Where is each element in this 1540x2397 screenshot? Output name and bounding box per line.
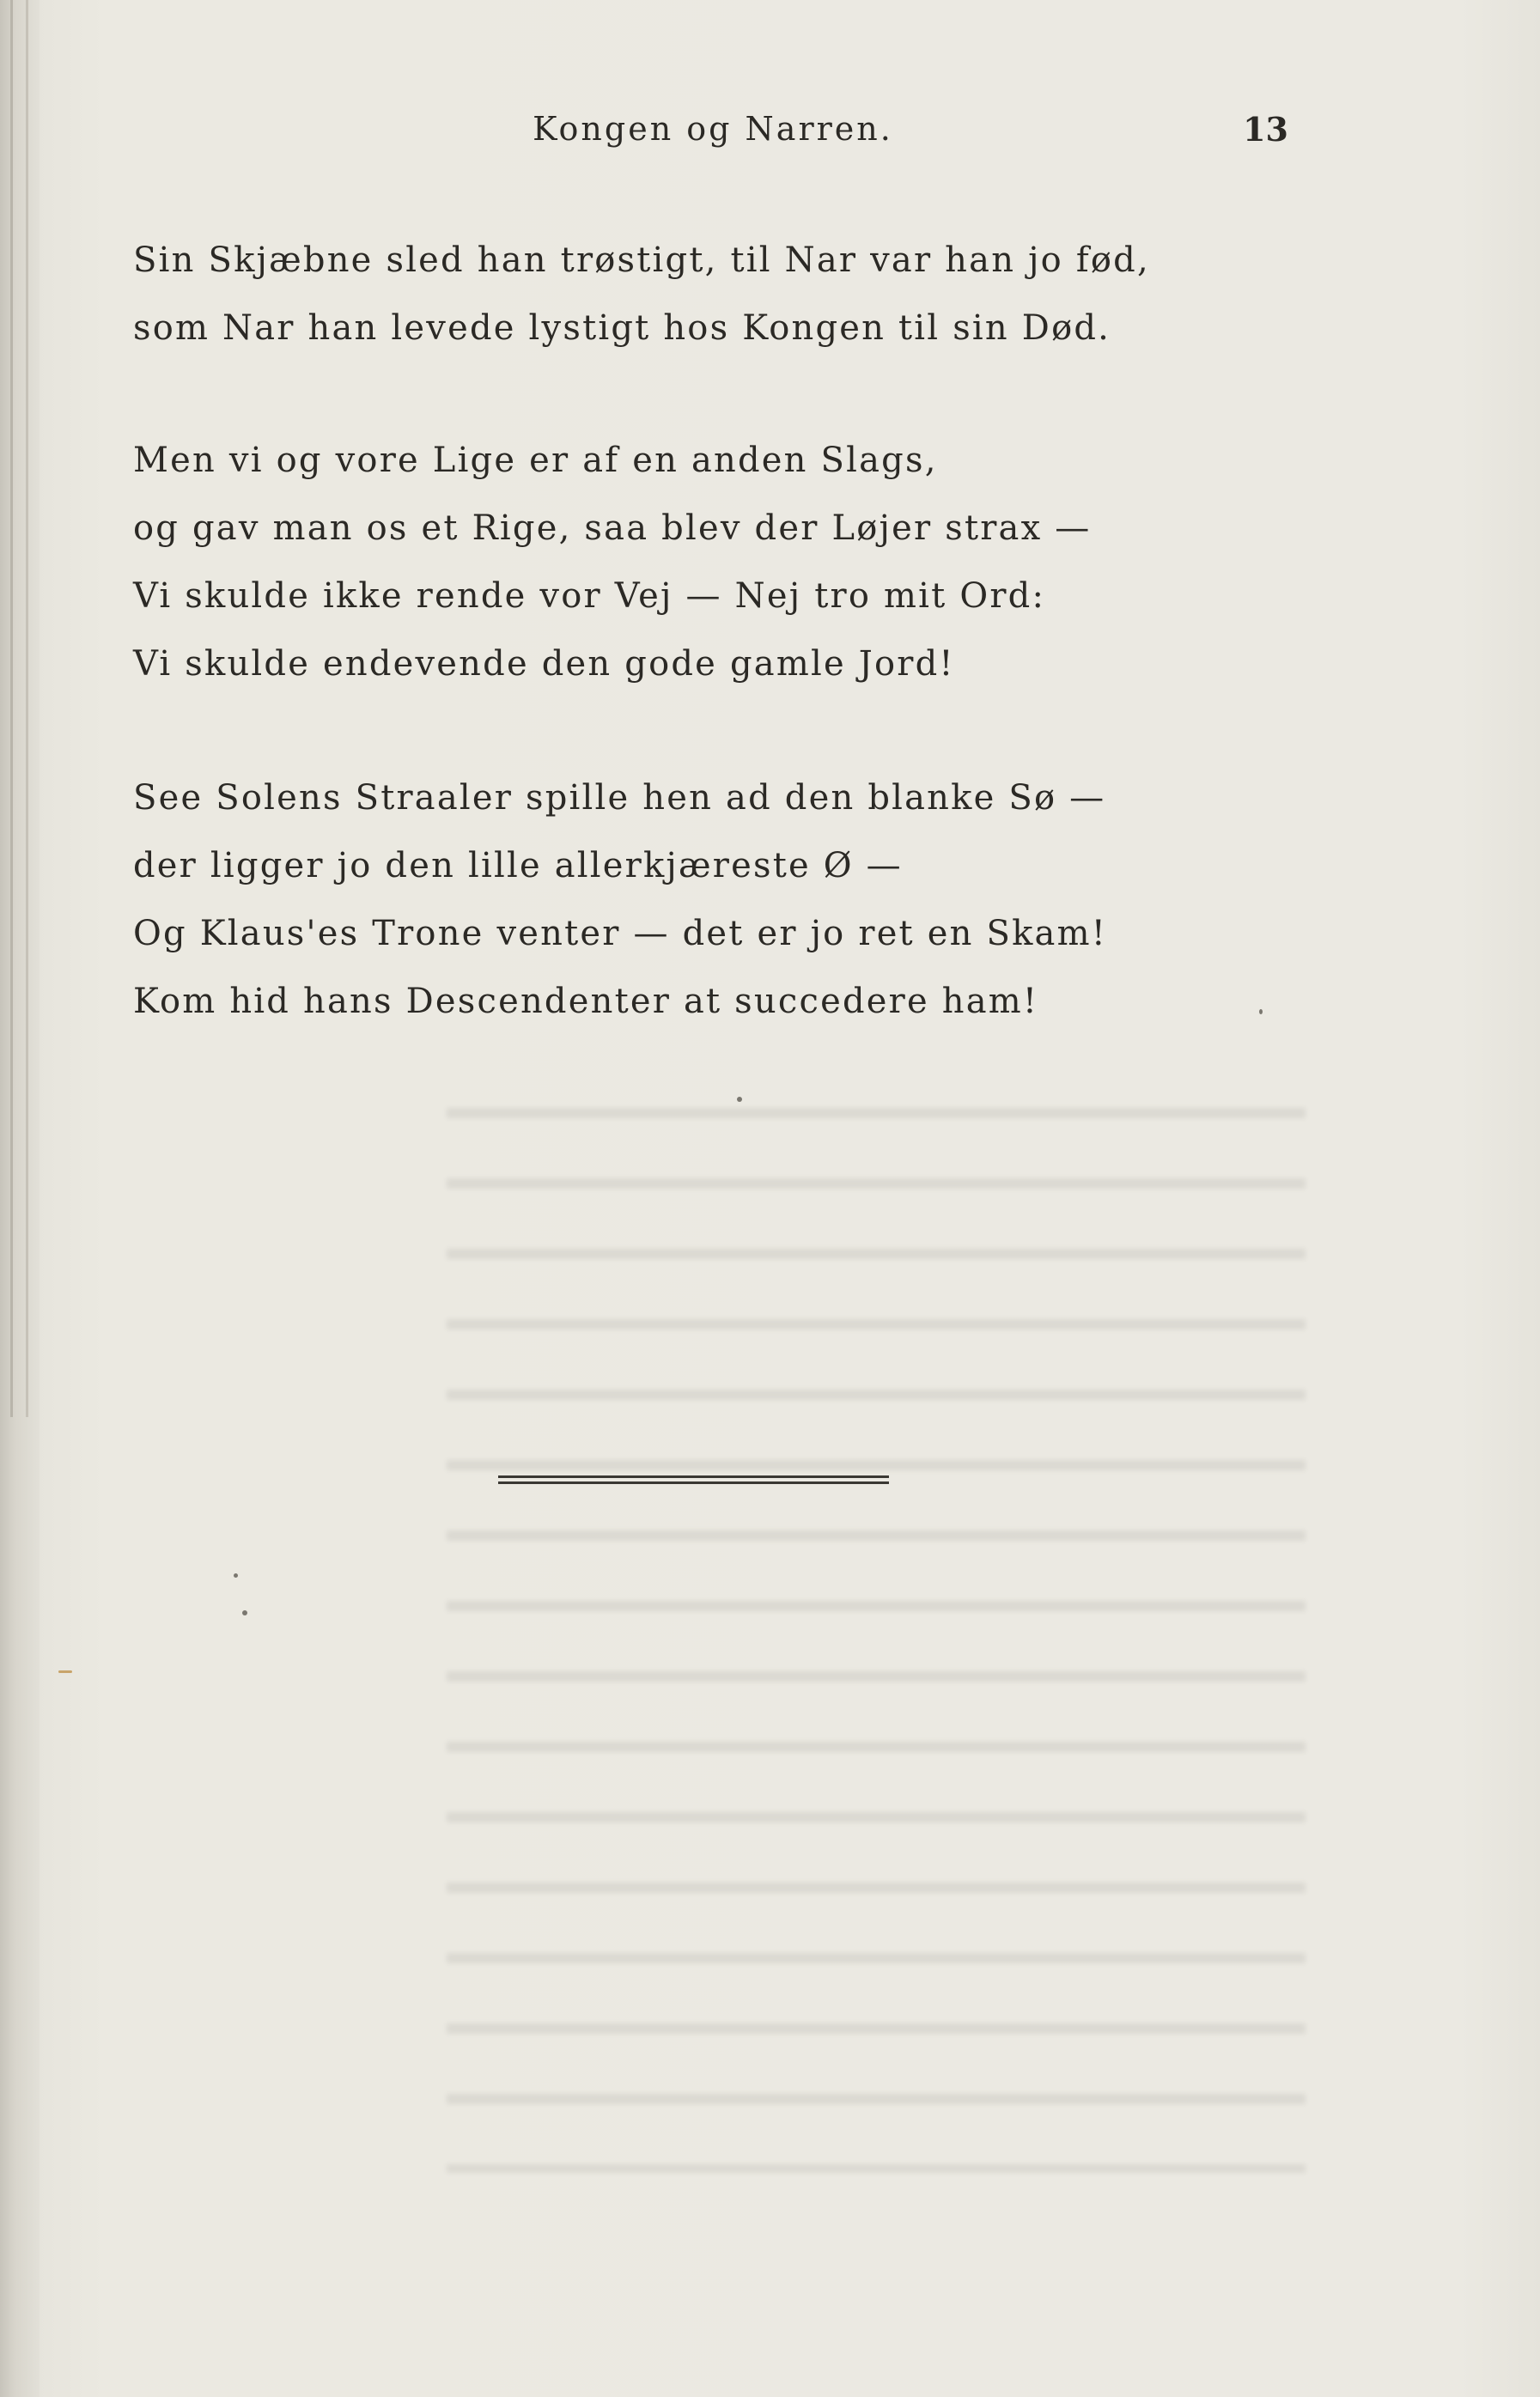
verse-line: Kom hid hans Descendenter at succedere ham! xyxy=(133,982,1039,1021)
paper-speck xyxy=(1259,1009,1263,1014)
verse-line: Sin Skjæbne sled han trøstigt, til Nar var han jo fød, xyxy=(133,240,1150,280)
verse-line: Vi skulde endevende den gode gamle Jord! xyxy=(133,644,955,684)
rule-line xyxy=(498,1481,889,1484)
verse-line: og gav man os et Rige, saa blev der Løjer strax — xyxy=(133,508,1092,548)
verse-line: See Solens Straaler spille hen ad den blanke Sø — xyxy=(133,778,1106,818)
verse-line: der ligger jo den lille allerkjæreste Ø — xyxy=(133,846,903,885)
spine-edge-line xyxy=(10,0,13,1417)
spine-edge-line xyxy=(26,0,28,1417)
show-through-text xyxy=(447,1056,1306,2173)
verse-line: Vi skulde ikke rende vor Vej — Nej tro mit Ord: xyxy=(133,576,1046,616)
paper-speck xyxy=(242,1610,247,1615)
stanza-1 xyxy=(133,227,1301,362)
verse-line: som Nar han levede lystigt hos Kongen til sin Død. xyxy=(133,308,1111,348)
paper-speck xyxy=(737,1097,742,1102)
stanza-3 xyxy=(133,764,1301,1036)
book-spine-shadow xyxy=(0,0,40,2397)
rule-line xyxy=(498,1475,889,1478)
verse-line: Og Klaus'es Trone venter — det er jo ret en Skam! xyxy=(133,914,1107,953)
page-number: 13 xyxy=(1243,110,1288,149)
running-title: Kongen og Narren. xyxy=(533,110,893,148)
verse-line: Men vi og vore Lige er af en anden Slags, xyxy=(133,441,938,480)
section-end-rule xyxy=(498,1475,889,1484)
stanza-2 xyxy=(133,427,1301,698)
paper-speck xyxy=(234,1573,238,1578)
page-header xyxy=(137,103,1288,155)
paper-speck xyxy=(58,1670,72,1673)
